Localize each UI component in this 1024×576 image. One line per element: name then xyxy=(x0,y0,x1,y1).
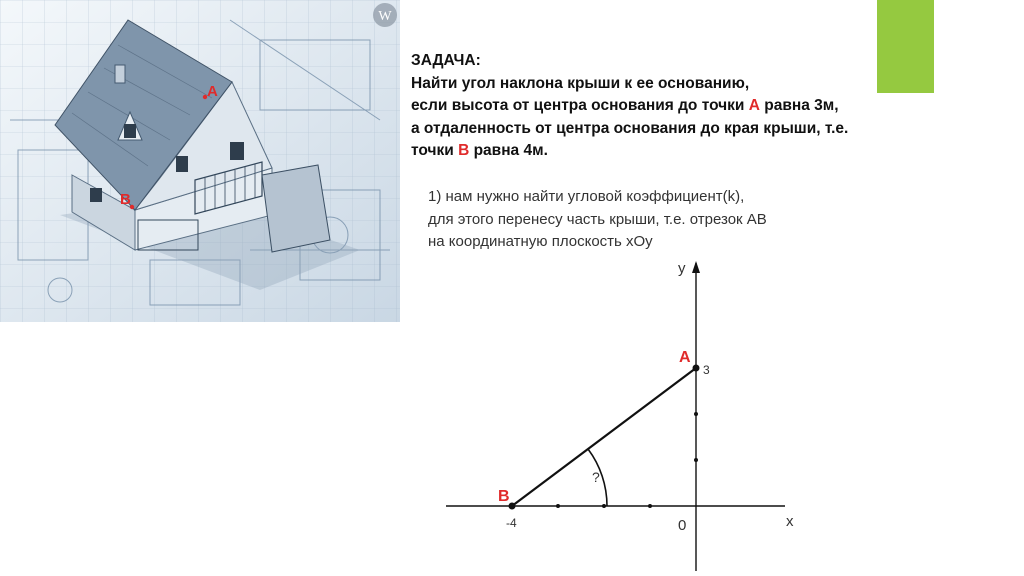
task-statement xyxy=(411,50,1001,163)
watermark-letter: W xyxy=(378,9,392,24)
angle-label: ? xyxy=(592,469,600,485)
y-tick-mark xyxy=(694,412,698,416)
task-title: ЗАДАЧА: xyxy=(411,52,481,69)
photo-point-b-label: B xyxy=(120,191,131,208)
solution-step xyxy=(428,186,948,254)
x-tick-mark xyxy=(648,504,652,508)
y-tick-label: 3 xyxy=(703,363,710,377)
x-tick-mark xyxy=(602,504,606,508)
point-b-label: В xyxy=(498,488,510,505)
point-a-label: А xyxy=(679,349,691,366)
task-point-b: В xyxy=(458,142,470,159)
step-line-1: 1) нам нужно найти угловой коэффициент(k), xyxy=(428,188,745,205)
x-axis-label: х xyxy=(786,513,794,530)
segment-ab xyxy=(512,368,696,506)
step-line-3: на координатную плоскость хОу xyxy=(428,233,653,250)
x-tick-label: -4 xyxy=(506,516,517,530)
house-photo xyxy=(0,0,400,322)
y-tick-mark xyxy=(694,458,698,462)
y-axis-label: у xyxy=(678,260,686,277)
step-line-2: для этого перенесу часть крыши, т.е. отрезок АВ xyxy=(428,210,767,228)
origin-label: 0 xyxy=(678,517,687,534)
y-axis-arrow xyxy=(692,261,700,273)
task-point-a: А xyxy=(748,97,760,114)
coordinate-plane xyxy=(430,255,810,573)
point-a xyxy=(693,365,700,372)
task-line-1: Найти угол наклона крыши к ее основанию, xyxy=(411,74,750,92)
photo-point-a-label: A xyxy=(207,83,218,100)
task-line-3: а отдаленность от центра основания до края крыши, т.е. xyxy=(411,119,849,137)
task-line-2: если высота от центра основания до точки А равна 3м, xyxy=(411,97,839,114)
x-tick-mark xyxy=(556,504,560,508)
task-line-4: точки В равна 4м. xyxy=(411,142,548,159)
house-illustration xyxy=(0,0,400,322)
